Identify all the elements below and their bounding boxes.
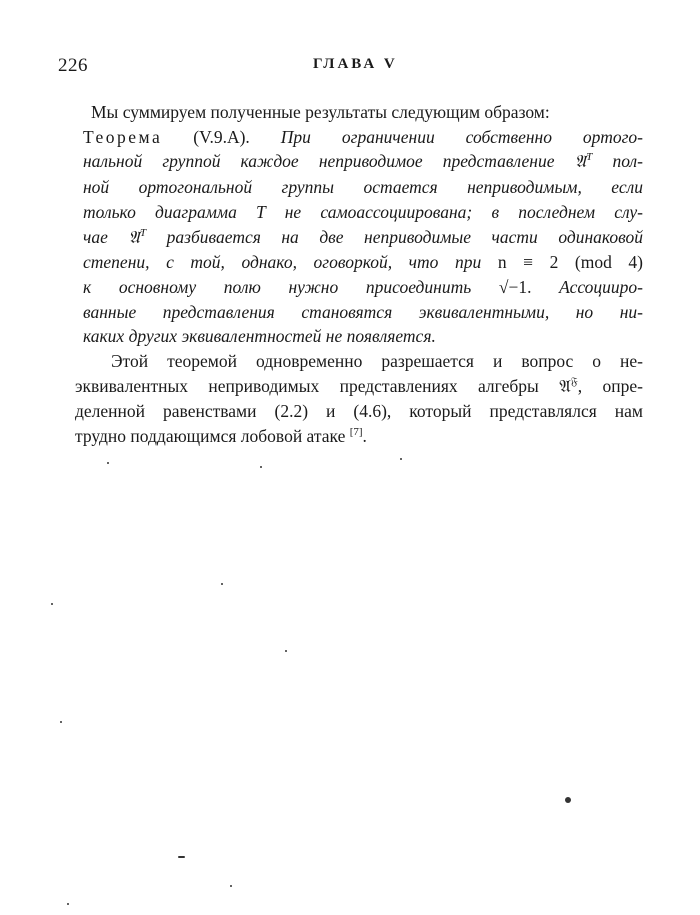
conclusion-line-2: эквивалентных неприводимых представлениях алгебры 𝔄$^𝔉$, опре-: [75, 374, 643, 397]
running-header: [58, 55, 643, 79]
mod-formula: n ≡ 2 (mod 4): [497, 252, 643, 273]
scan-speck: [67, 903, 69, 905]
theorem-line-1: [83, 125, 643, 150]
summary-line-1: Мы суммируем полученные результаты следующим образом:: [91, 102, 550, 122]
page-number: 226: [58, 55, 88, 76]
theorem-line-8: ванные представления становятся эквивалентными, но ни-: [83, 301, 643, 322]
conclusion-line-1: Этой теоремой одновременно разрешается и вопрос о не-: [111, 351, 643, 372]
theorem-label: Теорема: [83, 126, 163, 147]
scan-speck: [230, 885, 232, 887]
superscript-t-2: T: [140, 226, 147, 239]
body-text: [75, 100, 644, 449]
scan-speck: [400, 458, 402, 460]
theorem-line-3: ной ортогональной группы остается неприводимым, если: [83, 177, 643, 198]
algebra-superscript: 𝔉: [570, 374, 578, 388]
theorem-line-5: чае 𝔄$^T$ разбивается на две неприводимые части одинаковой: [83, 226, 644, 248]
frak-a-symbol: 𝔄: [574, 152, 587, 173]
scan-speck: [565, 797, 571, 803]
conclusion-line-4: трудно поддающимся лобовой атаке [7].: [75, 426, 367, 447]
frak-a-symbol-2: 𝔄: [128, 227, 141, 248]
scan-speck: [107, 462, 109, 464]
theorem-line-6: степени, с той, однако, оговоркой, что при n ≡ 2 (mod 4): [83, 252, 643, 273]
sqrt-formula: √−1.: [498, 276, 532, 297]
theorem-text: При ограничении собственно ортого-: [280, 126, 643, 147]
frak-a-algebra-symbol: 𝔄: [559, 376, 571, 397]
scan-speck: [178, 856, 185, 858]
superscript-t: T: [586, 151, 593, 164]
scan-speck: [285, 650, 287, 652]
scan-speck: [51, 603, 53, 605]
theorem-number: (V.9.A).: [193, 126, 250, 147]
theorem-line-2: нальной группой каждое неприводимое представление 𝔄$^T$ пол-: [83, 151, 644, 173]
theorem-line-4: только диаграмма T не самоассоциирована; в последнем слу-: [83, 201, 643, 222]
theorem-line-7: к основному полю нужно присоединить √−1. Ассоцииро-: [83, 276, 643, 297]
scan-speck: [221, 583, 223, 585]
scan-speck: [260, 466, 262, 468]
reference-marker: [7]: [349, 426, 363, 439]
scan-speck: [60, 721, 62, 723]
summary-paragraph: [83, 100, 643, 125]
theorem-line-9: каких других эквивалентностей не появляется.: [83, 326, 436, 347]
conclusion-line-3: деленной равенствами (2.2) и (4.6), который представлялся нам: [75, 401, 643, 422]
chapter-title: ГЛАВА V: [313, 56, 398, 72]
